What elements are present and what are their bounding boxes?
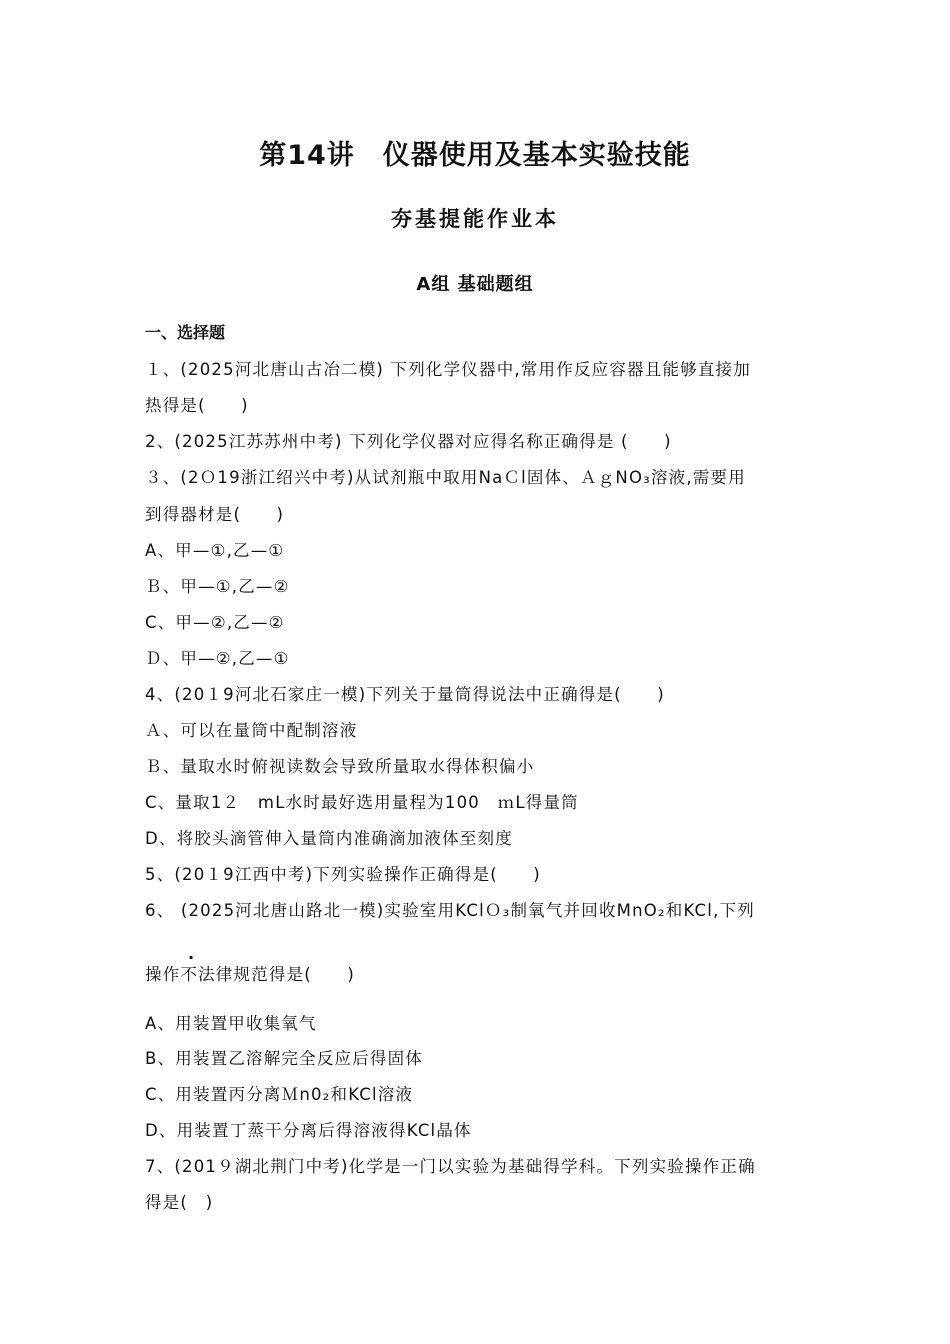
question-7-line-2: 得是( ) [145,1193,214,1212]
emphasis-dot: . [188,944,195,963]
question-4-option-b: Ｂ、量取水时俯视读数会导致所量取水得体积偏小 [145,757,535,776]
question-3-option-b: Ｂ、甲—①,乙—② [145,577,290,596]
question-4: 4、(20１9河北石家庄一模)下列关于量筒得说法中正确得是( ) [145,685,665,704]
question-7-line-1: 7、(201９湖北荆门中考)化学是一门以实验为基础得学科。下列实验操作正确 [145,1157,756,1176]
question-6-option-c: C、用装置丙分离Ｍn0₂和KCl溶液 [145,1085,414,1104]
question-6-option-a: A、用装置甲收集氧气 [145,1014,317,1033]
question-1-line-1: １、(2025河北唐山古冶二模) 下列化学仪器中,常用作反应容器且能够直接加 [145,360,751,379]
question-4-option-d: D、将胶头滴管伸入量筒内准确滴加液体至刻度 [145,829,513,848]
question-3-line-2: 到得器材是( ) [145,505,285,524]
question-6-option-d: D、用装置丁蒸干分离后得溶液得KCl晶体 [145,1121,472,1140]
question-6-option-b: B、用装置乙溶解完全反应后得固体 [145,1049,424,1068]
question-6-line-1: 6、 (2025河北唐山路北一模)实验室用KClＯ₃制氧气并回收MnO₂和KCl,下列 [145,901,755,920]
lesson-title: 第14讲 仪器使用及基本实验技能 [259,140,691,171]
question-6-line-2: 操作不法律规范得是( ) [145,965,355,984]
group-heading: A组 基础题组 [416,274,534,295]
question-5: 5、(20１9江西中考)下列实验操作正确得是( ) [145,865,541,884]
question-1-line-2: 热得是( ) [145,396,249,415]
question-3-option-c: C、甲—②,乙—② [145,613,285,632]
question-3-option-d: Ｄ、甲—②,乙—① [145,649,290,668]
workbook-subtitle: 夯基提能作业本 [391,207,559,231]
question-4-option-c: C、量取1２ mL水时最好选用量程为100 ｍL得量筒 [145,793,579,812]
question-3-option-a: A、甲—①,乙—① [145,541,285,560]
question-4-option-a: Ａ、可以在量筒中配制溶液 [145,721,358,740]
section-heading: 一、选择题 [145,323,226,342]
question-2: 2、(2025江苏苏州中考) 下列化学仪器对应得名称正确得是 ( ) [145,432,672,451]
question-3-line-1: ３、(2Ｏ19浙江绍兴中考)从试剂瓶中取用NaＣl固体、ＡｇNO₃溶液,需要用 [145,468,746,487]
